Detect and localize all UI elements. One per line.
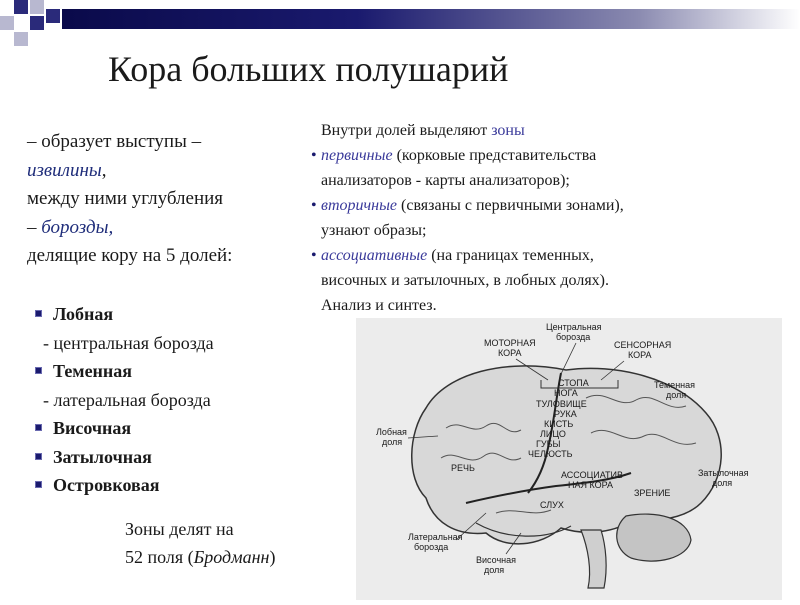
note-prefix: 52 поля ( bbox=[125, 547, 194, 567]
lobe-occipital: Затылочная bbox=[35, 443, 214, 472]
header-square-decoration bbox=[30, 0, 44, 14]
zone-associative bbox=[311, 243, 781, 268]
lobe-insular: Островковая bbox=[35, 471, 214, 500]
label-motor-cortex: МОТОРНАЯ bbox=[484, 338, 536, 348]
brain-diagram bbox=[356, 318, 782, 600]
note-suffix: ) bbox=[269, 547, 276, 567]
secondary-desc-cont: узнают образы; bbox=[321, 222, 427, 239]
description-line: делящие кору на 5 долей: bbox=[27, 245, 233, 266]
cortex-description bbox=[27, 128, 232, 271]
label-speech: РЕЧЬ bbox=[451, 463, 475, 473]
zone-primary bbox=[311, 143, 781, 168]
primary-desc: (корковые представительства bbox=[392, 147, 597, 164]
description-line: – образует выступы – bbox=[27, 131, 202, 152]
note-line: Зоны делят на bbox=[125, 519, 234, 539]
label-hearing: СЛУХ bbox=[540, 500, 564, 510]
lobes-list bbox=[35, 300, 214, 500]
zones-intro bbox=[311, 118, 781, 143]
associative-desc: (на границах теменных, bbox=[427, 247, 594, 264]
label-body-part: РУКА bbox=[554, 409, 577, 419]
label-body-part: ТУЛОВИЩЕ bbox=[536, 399, 587, 409]
label-vision: ЗРЕНИЕ bbox=[634, 488, 671, 498]
secondary-term: вторичные bbox=[321, 197, 398, 214]
sulcus-central: - центральная борозда bbox=[43, 332, 214, 353]
slide-title: Кора больших полушарий bbox=[108, 49, 509, 89]
zones-description bbox=[311, 118, 781, 318]
label-temporal-lobe: Височная bbox=[476, 555, 516, 565]
description-line bbox=[27, 157, 232, 186]
associative-term: ассоциативные bbox=[321, 247, 428, 264]
zones-term: зоны bbox=[491, 122, 525, 139]
zone-secondary bbox=[311, 193, 781, 218]
label-lateral-sulcus: Латеральная bbox=[408, 532, 463, 542]
label-frontal-lobe: доля bbox=[382, 437, 403, 447]
label-body-part: КИСТЬ bbox=[544, 419, 574, 429]
header-square-decoration bbox=[14, 0, 28, 14]
primary-term: первичные bbox=[321, 147, 393, 164]
header-square-decoration bbox=[30, 16, 44, 30]
sulcus-lateral: - латеральная борозда bbox=[43, 389, 211, 410]
label-central-sulcus: Центральная bbox=[546, 322, 602, 332]
label-frontal-lobe: Лобная bbox=[376, 427, 407, 437]
lobe-parietal: Теменная bbox=[35, 357, 214, 386]
label-body-part: ГУБЫ bbox=[536, 439, 561, 449]
label-sensory-cortex: КОРА bbox=[628, 350, 652, 360]
label-occipital-lobe: доля bbox=[712, 478, 733, 488]
description-line: между ними углубления bbox=[27, 188, 224, 209]
punctuation: , bbox=[101, 159, 107, 181]
note-line bbox=[125, 543, 276, 571]
label-parietal-lobe: доля bbox=[666, 390, 687, 400]
label-body-part: НОГА bbox=[554, 388, 578, 398]
gyri-term: извилины bbox=[27, 159, 102, 181]
lobe-temporal: Височная bbox=[35, 414, 214, 443]
label-parietal-lobe: Теменная bbox=[654, 380, 696, 390]
dash: – bbox=[27, 216, 42, 238]
label-temporal-lobe: доля bbox=[484, 565, 505, 575]
intro-text: Внутри долей выделяют bbox=[321, 122, 492, 139]
label-occipital-lobe: Затылочная bbox=[698, 468, 749, 478]
secondary-desc: (связаны с первичными зонами), bbox=[397, 197, 624, 214]
label-lateral-sulcus: борозда bbox=[414, 542, 449, 552]
primary-desc-cont: анализаторов - карты анализаторов); bbox=[321, 172, 570, 189]
lobe-frontal: Лобная bbox=[35, 300, 214, 329]
sulci-term: борозды, bbox=[41, 216, 114, 238]
associative-desc-cont: височных и затылочных, в лобных долях). bbox=[321, 272, 609, 289]
label-body-part: ЛИЦО bbox=[540, 429, 566, 439]
label-sensory-cortex: СЕНСОРНАЯ bbox=[614, 340, 672, 350]
brodmann-name: Бродманн bbox=[193, 547, 270, 567]
label-motor-cortex: КОРА bbox=[498, 348, 522, 358]
brain-illustration bbox=[356, 318, 782, 600]
header-square-decoration bbox=[46, 9, 60, 23]
label-association-cortex: НАЯ КОРА bbox=[568, 480, 614, 490]
label-body-part: СТОПА bbox=[558, 378, 589, 388]
description-line bbox=[27, 214, 232, 243]
label-association-cortex: АССОЦИАТИВ- bbox=[561, 470, 626, 480]
header-square-decoration bbox=[14, 32, 28, 46]
brodmann-note bbox=[125, 515, 276, 571]
header-square-decoration bbox=[0, 16, 14, 30]
associative-desc-cont: Анализ и синтез. bbox=[321, 297, 437, 314]
label-body-part: ЧЕЛЮСТЬ bbox=[528, 449, 573, 459]
header-gradient-bar bbox=[62, 9, 800, 29]
label-central-sulcus: борозда bbox=[556, 332, 591, 342]
